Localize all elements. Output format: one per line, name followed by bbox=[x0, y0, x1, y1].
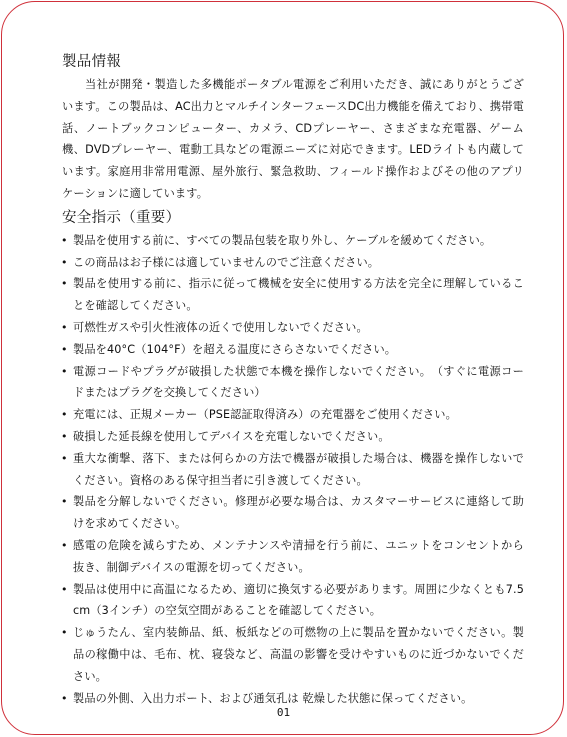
safety-item-text: 破損した延長線を使用してデバイスを充電しないでください。 bbox=[73, 429, 390, 443]
safety-item bbox=[62, 579, 524, 623]
safety-item bbox=[62, 448, 524, 492]
safety-item bbox=[62, 622, 524, 687]
safety-item-text: じゅうたん、室内装飾品、紙、板紙などの可燃物の上に製品を置かないでください。製品の稼働中は、毛布、枕、寝袋など、高温の影響を受けやすいものに近づかないでください。 bbox=[73, 626, 524, 683]
bullet-icon: • bbox=[61, 233, 68, 247]
safety-item-text: 重大な衝撃、落下、または何らかの方法で機器が破損した場合は、機器を操作しないでください。資格のある保守担当者に引き渡してください。 bbox=[73, 451, 524, 487]
safety-item bbox=[62, 273, 524, 317]
bullet-icon: • bbox=[61, 495, 68, 509]
bullet-icon: • bbox=[61, 277, 68, 291]
bullet-icon: • bbox=[61, 582, 68, 596]
bullet-icon: • bbox=[61, 626, 68, 640]
bullet-icon: • bbox=[61, 451, 68, 465]
safety-item bbox=[62, 491, 524, 535]
safety-heading: 安全指示（重要） bbox=[62, 209, 181, 226]
safety-item-text: 感電の危険を減らすため、メンテナンスや清掃を行う前に、ユニットをコンセントから抜き、制御デバイスの電源を切ってください。 bbox=[73, 538, 524, 574]
product-info-heading: 製品情報 bbox=[62, 54, 122, 70]
safety-item-text: 製品を分解しないでください。修理が必要な場合は、カスタマーサービスに連絡して助けを求めてください。 bbox=[73, 495, 524, 531]
product-info-body: 当社が開発・製造した多機能ポータブル電源をご利用いただき、誠にありがとうございます。この製品は、AC出力とマルチインターフェースDC出力機能を備えており、携帯電話、ノートブックコンピューター、カメラ、CDプレーヤー、さまざまな充電器、ゲーム機、DVDプレーヤー、電動工具などの電源ニーズに対応できます。LEDライトも内蔵しています。家庭用非常用電源、屋外旅行、緊急救助、フィールド操作およびその他のアプリケーションに適しています。 bbox=[62, 78, 524, 200]
safety-item bbox=[62, 230, 524, 252]
safety-item bbox=[62, 361, 524, 405]
safety-item-text: 充電には、正規メーカー（PSE認証取得済み）の充電器をご使用ください。 bbox=[73, 408, 457, 422]
safety-item-text: 電源コードやプラグが破損した状態で本機を操作しないでください。 （すぐに電源コードまたはプラグを交換してください） bbox=[73, 364, 524, 400]
safety-item-text: 製品の外側、入出力ポート、および通気孔は 乾燥した状態に保ってください。 bbox=[73, 691, 473, 705]
safety-item bbox=[62, 252, 524, 274]
safety-item-text: 製品を使用する前に、すべての製品包装を取り外し、ケーブルを緩めてください。 bbox=[73, 233, 492, 247]
safety-item bbox=[62, 339, 524, 361]
bullet-icon: • bbox=[61, 538, 68, 552]
bullet-icon: • bbox=[61, 255, 68, 269]
bullet-icon: • bbox=[61, 364, 68, 378]
bullet-icon: • bbox=[61, 691, 68, 705]
safety-item-text: 可燃性ガスや引火性液体の近くで使用しないでください。 bbox=[73, 320, 368, 334]
safety-item bbox=[62, 535, 524, 579]
page-number: 01 bbox=[276, 706, 291, 719]
bullet-icon: • bbox=[61, 320, 68, 334]
safety-item bbox=[62, 317, 524, 339]
bullet-icon: • bbox=[61, 342, 68, 356]
document-content bbox=[62, 52, 524, 709]
safety-item bbox=[62, 404, 524, 426]
safety-item-text: 製品は使用中に高温になるため、適切に換気する必要があります。周囲に少なくとも7.5 cm（3インチ）の空気空間があることを確認してください。 bbox=[73, 582, 524, 618]
safety-item-text: 製品を40°C（104°F）を超える温度にさらさないでください。 bbox=[73, 342, 397, 356]
safety-item-text: 製品を使用する前に、指示に従って機械を安全に使用する方法を完全に理解していることを確認してください。 bbox=[73, 277, 524, 313]
bullet-icon: • bbox=[61, 429, 68, 443]
bullet-icon: • bbox=[61, 408, 68, 422]
safety-item-text: この商品はお子様には適していませんのでご注意ください。 bbox=[73, 255, 380, 269]
safety-item bbox=[62, 426, 524, 448]
safety-instructions-list bbox=[62, 230, 524, 710]
